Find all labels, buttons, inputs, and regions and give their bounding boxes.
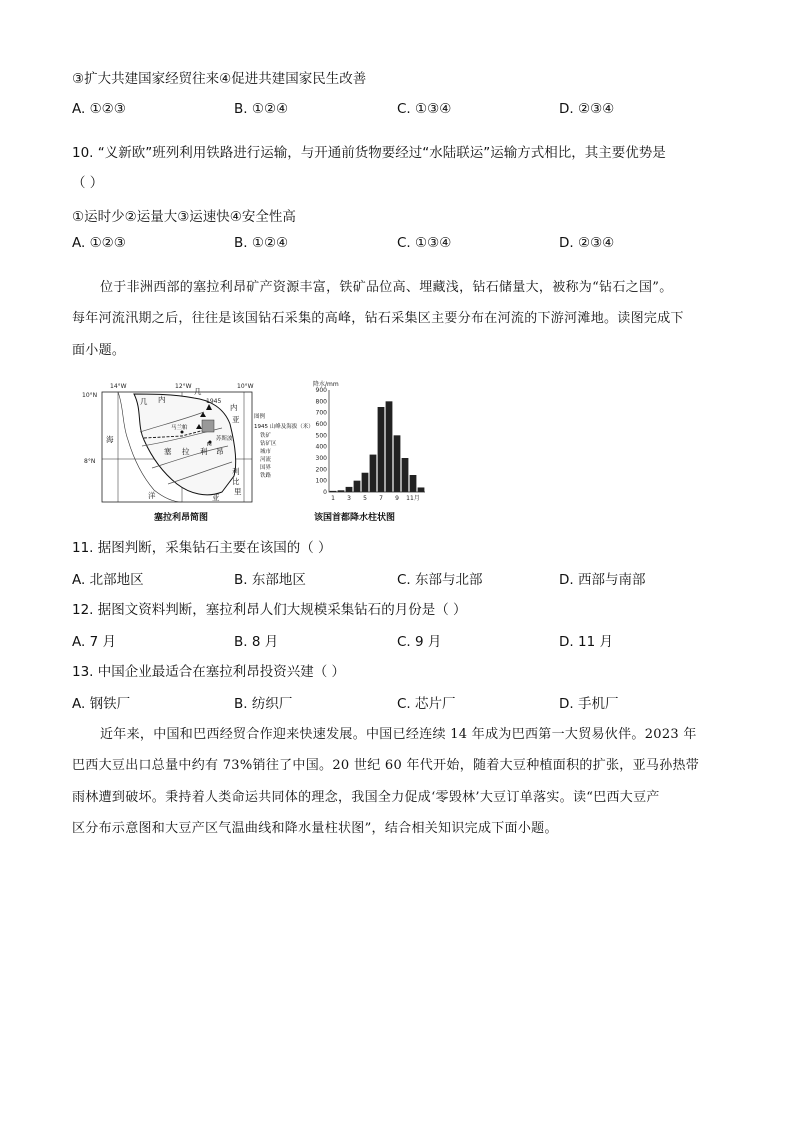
bar-month-8 bbox=[386, 401, 393, 492]
q12-stem: 12. 据图文资料判断，塞拉利昂人们大规模采集钻石的月份是（ ） bbox=[72, 602, 467, 618]
place-label-2: M bbox=[207, 442, 212, 448]
sierra-leone-map bbox=[82, 380, 314, 515]
country-char-4: 昂 bbox=[216, 447, 224, 456]
bar-month-11 bbox=[410, 475, 417, 492]
legend-item-railway: 铁路 bbox=[260, 473, 272, 479]
bar-month-1 bbox=[330, 491, 337, 492]
ocean-label: 洋 bbox=[148, 491, 156, 500]
q10-stem: 10. “义新欧”班列利用铁路进行运输，与开通前货物要经过“水陆联运”运输方式相比，其主要优势是 bbox=[72, 145, 666, 161]
y-tick-label: 400 bbox=[315, 443, 327, 451]
legend-item-river: 河流 bbox=[260, 457, 272, 463]
q12-option-b[interactable]: B. 8 月 bbox=[234, 634, 279, 650]
y-tick-label: 700 bbox=[315, 409, 327, 417]
country-char-2: 拉 bbox=[182, 447, 190, 456]
q10-option-d[interactable]: D. ②③④ bbox=[559, 235, 615, 251]
liberia-char-3: 里 bbox=[234, 487, 242, 496]
q12-option-a[interactable]: A. 7 月 bbox=[72, 634, 116, 650]
q10-answer-paren: （ ） bbox=[72, 175, 104, 191]
x-tick-label: 11月 bbox=[406, 495, 420, 502]
passage2-line-2: 巴西大豆出口总量中约有 73%销往了中国。20 世纪 60 年代开始，随着大豆种植面积的扩张，亚马孙热带 bbox=[72, 758, 700, 773]
q9-option-a[interactable]: A. ①②③ bbox=[72, 101, 126, 117]
q12-option-d[interactable]: D. 11 月 bbox=[559, 634, 613, 650]
y-tick-label: 500 bbox=[315, 432, 327, 440]
liberia-char-1: 利 bbox=[232, 467, 240, 476]
y-tick-label: 600 bbox=[315, 421, 327, 428]
q10-option-c[interactable]: C. ①③④ bbox=[397, 235, 452, 251]
lon-label-10w: 10°W bbox=[237, 383, 254, 390]
passage1-line-3: 面小题。 bbox=[72, 343, 126, 358]
q13-stem: 13. 中国企业最适合在塞拉利昂投资兴建（ ） bbox=[72, 664, 346, 680]
bar-month-4 bbox=[354, 481, 361, 492]
q13-option-a[interactable]: A. 钢铁厂 bbox=[72, 696, 131, 712]
liberia-char-2: 比 bbox=[232, 477, 240, 486]
place-label-1: 马兰帕 bbox=[171, 425, 188, 431]
chart-ylabel: 降水/mm bbox=[313, 381, 339, 388]
map-caption: 塞拉利昂简图 bbox=[154, 513, 209, 523]
q11-option-a[interactable]: A. 北部地区 bbox=[72, 572, 144, 588]
country-char-3: 利 bbox=[200, 447, 208, 456]
guinea-char-5: 亚 bbox=[232, 415, 240, 424]
figure-area bbox=[82, 380, 420, 525]
diamond-area bbox=[202, 420, 214, 432]
liberia-char-4: 亚 bbox=[212, 493, 220, 502]
bar-month-6 bbox=[370, 455, 377, 492]
q9-option-c[interactable]: C. ①③④ bbox=[397, 101, 452, 117]
sea-label: 海 bbox=[106, 435, 114, 444]
place-label-3: 苏斯波 bbox=[216, 436, 233, 442]
q11-option-b[interactable]: B. 东部地区 bbox=[234, 572, 306, 588]
lon-label-14w: 14°W bbox=[110, 383, 127, 390]
passage2-line-4: 区分布示意图和大豆产区气温曲线和降水量柱状图”，结合相关知识完成下面小题。 bbox=[72, 821, 558, 836]
bar-month-7 bbox=[378, 407, 385, 492]
y-tick-label: 200 bbox=[315, 466, 327, 474]
y-tick-label: 100 bbox=[315, 477, 327, 485]
peak-elevation: 1945 bbox=[206, 398, 222, 405]
passage1-line-2: 每年河流汛期之后，往往是该国钻石采集的高峰，钻石采集区主要分布在河流的下游河滩地。读图完成下 bbox=[72, 311, 684, 326]
q11-option-d[interactable]: D. 西部与南部 bbox=[559, 572, 646, 588]
bar-month-3 bbox=[346, 487, 353, 492]
passage2-line-3: 雨林遭到破坏。秉持着人类命运共同体的理念，我国全力促成‘零毁林’大豆订单落实。读“巴西大豆产 bbox=[72, 790, 660, 805]
x-tick-label: 5 bbox=[363, 495, 367, 502]
legend-item-diamond: 钻矿区 bbox=[260, 441, 277, 447]
passage1-line-1: 位于非洲西部的塞拉利昂矿产资源丰富，铁矿品位高、埋藏浅，钻石储量大，被称为“钻石之国”。 bbox=[100, 280, 673, 295]
q11-option-c[interactable]: C. 东部与北部 bbox=[397, 572, 483, 588]
q13-option-d[interactable]: D. 手机厂 bbox=[559, 696, 619, 712]
q11-stem: 11. 据图判断，采集钻石主要在该国的（ ） bbox=[72, 540, 332, 556]
legend-item-border: 国界 bbox=[260, 465, 272, 471]
q12-option-c[interactable]: C. 9 月 bbox=[397, 634, 442, 650]
bar-month-10 bbox=[402, 458, 409, 492]
bar-month-5 bbox=[362, 473, 369, 492]
bar-month-12 bbox=[418, 487, 425, 492]
q9-continuation: ③扩大共建国家经贸往来④促进共建国家民生改善 bbox=[72, 71, 367, 87]
q10-option-a[interactable]: A. ①②③ bbox=[72, 235, 126, 251]
guinea-char-3: 几 bbox=[194, 387, 202, 396]
passage2-line-1: 近年来，中国和巴西经贸合作迎来快速发展。中国已经连续 14 年成为巴西第一大贸易伙伴。2023 年 bbox=[100, 727, 697, 742]
lat-label-8n: 8°N bbox=[84, 458, 96, 465]
y-tick-label: 0 bbox=[323, 489, 327, 496]
q10-statement-list: ①运时少②运量大③运速快④安全性高 bbox=[72, 209, 296, 225]
legend-item-city: 城市 bbox=[260, 449, 272, 455]
y-tick-label: 300 bbox=[315, 455, 327, 462]
bar-month-2 bbox=[338, 490, 345, 492]
q10-option-b[interactable]: B. ①②④ bbox=[234, 235, 289, 251]
x-tick-label: 9 bbox=[395, 495, 399, 502]
chart-title: 该国首都降水柱状图 bbox=[314, 513, 396, 523]
y-tick-label: 800 bbox=[315, 398, 327, 406]
q13-option-b[interactable]: B. 纺织厂 bbox=[234, 696, 293, 712]
q9-option-b[interactable]: B. ①②④ bbox=[234, 101, 289, 117]
guinea-char-4: 内 bbox=[230, 403, 238, 412]
legend-title: 图例 bbox=[254, 414, 266, 420]
q9-option-d[interactable]: D. ②③④ bbox=[559, 101, 615, 117]
y-tick-label: 900 bbox=[315, 387, 327, 394]
map-legend bbox=[254, 412, 314, 479]
lat-label-10n: 10°N bbox=[82, 392, 98, 399]
guinea-char-1: 几 bbox=[140, 397, 148, 406]
x-tick-label: 1 bbox=[331, 495, 335, 502]
country-char-1: 塞 bbox=[164, 447, 172, 456]
x-tick-label: 7 bbox=[379, 495, 383, 502]
guinea-char-2: 内 bbox=[158, 395, 166, 404]
legend-item-peak: 1945 山峰及海拔（米） bbox=[254, 424, 314, 430]
precipitation-chart bbox=[307, 378, 437, 513]
legend-item-iron: 铁矿 bbox=[260, 433, 272, 439]
bar-month-9 bbox=[394, 435, 401, 492]
q13-option-c[interactable]: C. 芯片厂 bbox=[397, 696, 456, 712]
x-tick-label: 3 bbox=[347, 495, 351, 502]
lon-label-12w: 12°W bbox=[175, 383, 192, 390]
